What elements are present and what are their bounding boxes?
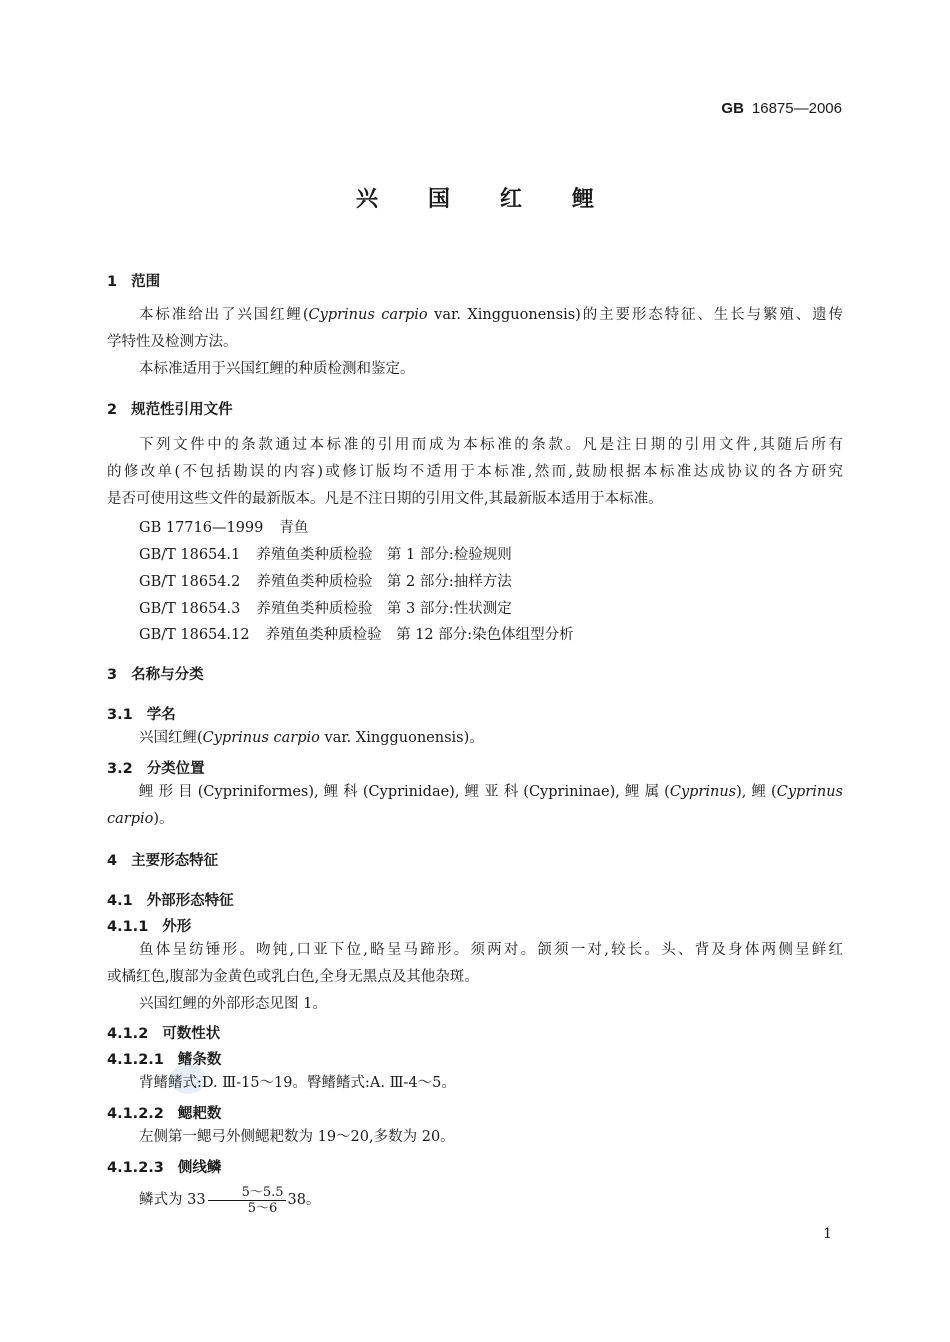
fraction-denominator: 5～6 [247,1200,278,1216]
s3-2-text-line-2: carpio)。 [107,811,174,827]
s2-paragraph-line-3: 是否可使用这些文件的最新版本。凡是不注日期的引用文件,其最新版本适用于本标准。 [107,491,663,507]
s2-paragraph-line-1: 下列文件中的条款通过本标准的引用而成为本标准的条款。凡是注日期的引用文件,其随后所有 [139,437,843,453]
s4-1-1-line-2: 或橘红色,腹部为金黄色或乳白色,全身无黑点及其他杂斑。 [107,969,479,985]
s1-paragraph-1-line-2: 学特性及检测方法。 [107,334,238,350]
s1-paragraph-2: 本标准适用于兴国红鲤的种质检测和鉴定。 [139,361,415,377]
s1-paragraph-1-line-1: 本标准给出了兴国红鲤(Cyprinus carpio var. Xingguonensis)的主要形态特征、生长与繁殖、遗传 [139,307,844,323]
section-3-2-heading: 3.2 分类位置 [107,761,205,777]
section-3-heading: 3 名称与分类 [107,667,204,683]
s2-paragraph-line-2: 的修改单(不包括勘误的内容)或修订版均不适用于本标准,然而,鼓励根据本标准达成协议的各方研究 [107,464,843,480]
latin-name: Cyprinus carpio [202,730,320,746]
s4-1-2-1-text: 背鳍鳍式:D. Ⅲ-15～19。臀鳍鳍式:A. Ⅲ-4～5。 [139,1075,456,1091]
section-1-heading [107,270,160,291]
latin-name: Cyprinus carpio [308,307,428,323]
reference-item: GB 17716—1999 青鱼 [139,520,309,536]
section-3-1-heading: 3.1 学名 [107,707,176,723]
section-2-heading: 2 规范性引用文件 [107,402,233,418]
standard-code: 16875—2006 [751,100,842,117]
scale-formula-fraction [208,1185,286,1216]
reference-item: GB/T 18654.1 养殖鱼类种质检验 第 1 部分:检验规则 [139,547,512,563]
document-title: 兴国红鲤 [355,187,644,212]
section-4-1-heading: 4.1 外部形态特征 [107,893,234,909]
reference-item: GB/T 18654.2 养殖鱼类种质检验 第 2 部分:抽样方法 [139,574,512,590]
s3-1-text: 兴国红鲤(Cyprinus carpio var. Xingguonensis)。 [139,730,484,746]
section-4-1-2-heading: 4.1.2 可数性状 [107,1026,221,1042]
section-4-1-2-3-heading: 4.1.2.3 侧线鳞 [107,1160,222,1176]
section-4-1-2-2-heading: 4.1.2.2 鳃耙数 [107,1106,222,1122]
section-4-1-2-1-heading: 4.1.2.1 鳍条数 [107,1052,222,1068]
section-4-heading: 4 主要形态特征 [107,853,219,869]
s3-2-text-line-1: 鲤形目(Cypriniformes),鲤科(Cyprinidae),鲤亚科(Cyprininae),鲤属(Cyprinus),鲤(Cyprinus [139,784,843,800]
section-title: 范围 [131,274,161,290]
s4-1-1-line-1: 鱼体呈纺锤形。吻钝,口亚下位,略呈马蹄形。须两对。颌须一对,较长。头、背及身体两侧呈鲜红 [139,942,843,958]
standard-prefix: GB [721,100,744,117]
s4-1-2-2-text: 左侧第一鳃弓外侧鳃耙数为 19～20,多数为 20。 [139,1129,455,1145]
section-number: 1 [107,274,118,290]
page-number: 1 [823,1226,832,1242]
reference-item: GB/T 18654.12 养殖鱼类种质检验 第 12 部分:染色体组型分析 [139,627,574,643]
s4-1-2-3-text: 鳞式为 33 $\frac{5\sim 5.5}{5\sim 6}$ 38。 [139,1184,321,1216]
standard-number [721,100,842,117]
section-4-1-1-heading: 4.1.1 外形 [107,919,192,935]
reference-item: GB/T 18654.3 养殖鱼类种质检验 第 3 部分:性状测定 [139,601,512,617]
fraction-numerator: 5～5.5 [208,1185,286,1201]
s4-1-1-line-3: 兴国红鲤的外部形态见图 1。 [139,996,327,1012]
